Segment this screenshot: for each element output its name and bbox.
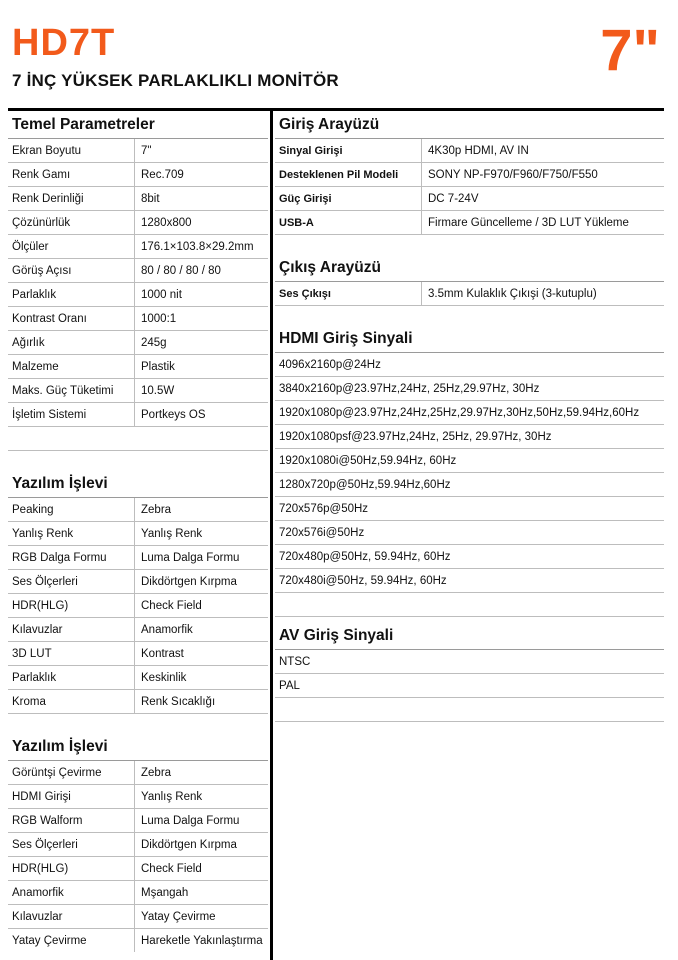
- table-row: [8, 307, 268, 331]
- table-row: [8, 546, 268, 570]
- left-column: [8, 112, 268, 952]
- table-row-empty: [275, 593, 664, 617]
- model-name: HD7T: [12, 22, 116, 64]
- param-value: 1000:1: [134, 307, 268, 330]
- list-item: [275, 569, 664, 593]
- column-divider: [270, 108, 273, 960]
- param-value: Check Field: [134, 594, 268, 617]
- list-item: [275, 449, 664, 473]
- param-key: Parlaklık: [12, 671, 57, 684]
- param-value: 8bit: [134, 187, 268, 210]
- param-key: Malzeme: [12, 360, 59, 373]
- section-gap: [275, 235, 664, 255]
- param-key: Güç Girişi: [279, 192, 332, 205]
- signal-format: 1280x720p@50Hz,59.94Hz,60Hz: [279, 478, 451, 491]
- av-signal-list: [275, 650, 664, 722]
- table-row: [8, 331, 268, 355]
- table-row: [8, 857, 268, 881]
- param-value: Anamorfik: [134, 618, 268, 641]
- param-key: HDR(HLG): [12, 862, 69, 875]
- list-item: [275, 497, 664, 521]
- table-row: [8, 355, 268, 379]
- table-row: [8, 379, 268, 403]
- param-value: Keskinlik: [134, 666, 268, 689]
- input-interface-table: [275, 139, 664, 235]
- param-key: Parlaklık: [12, 288, 57, 301]
- param-key: Maks. Güç Tüketimi: [12, 384, 114, 397]
- param-key: İşletim Sistemi: [12, 408, 87, 421]
- table-row: [8, 235, 268, 259]
- section-title-output-interface: Çıkış Arayüzü: [275, 255, 664, 282]
- signal-format: 1920x1080i@50Hz,59.94Hz, 60Hz: [279, 454, 457, 467]
- param-value: Luma Dalga Formu: [134, 809, 268, 832]
- list-item: [275, 401, 664, 425]
- param-key: Sinyal Girişi: [279, 144, 343, 157]
- param-key: Kılavuzlar: [12, 623, 63, 636]
- param-value: 80 / 80 / 80 / 80: [134, 259, 268, 282]
- table-row: [8, 833, 268, 857]
- section-gap: [275, 306, 664, 326]
- table-row: [8, 881, 268, 905]
- signal-format: 1920x1080p@23.97Hz,24Hz,25Hz,29.97Hz,30Hz,50Hz,59.94Hz,60Hz: [279, 406, 640, 419]
- table-row: [8, 785, 268, 809]
- table-row: [8, 809, 268, 833]
- param-value: 176.1×103.8×29.2mm: [134, 235, 268, 258]
- list-item: [275, 473, 664, 497]
- param-key: Kontrast Oranı: [12, 312, 87, 325]
- param-value: Dikdörtgen Kırpma: [134, 833, 268, 856]
- signal-format: 4096x2160p@24Hz: [279, 358, 381, 371]
- signal-format: 720x576i@50Hz: [279, 526, 365, 539]
- table-row: [8, 761, 268, 785]
- param-key: RGB Dalga Formu: [12, 551, 107, 564]
- section-gap: [8, 451, 268, 471]
- param-value: 245g: [134, 331, 268, 354]
- table-row: [8, 187, 268, 211]
- param-key: Anamorfik: [12, 886, 64, 899]
- param-key: Yanlış Renk: [12, 527, 74, 540]
- param-value: Rec.709: [134, 163, 268, 186]
- param-key: Kılavuzlar: [12, 910, 63, 923]
- param-value: 1000 nit: [134, 283, 268, 306]
- signal-format: 720x480p@50Hz, 59.94Hz, 60Hz: [279, 550, 451, 563]
- table-row: [8, 618, 268, 642]
- param-key: HDR(HLG): [12, 599, 69, 612]
- table-row: [8, 594, 268, 618]
- table-row: [275, 282, 664, 306]
- param-key: Yatay Çevirme: [12, 934, 87, 947]
- section-title-software-2: Yazılım İşlevi: [8, 734, 268, 761]
- section-title-basic-params: Temel Parametreler: [8, 112, 268, 139]
- param-value: SONY NP-F970/F960/F750/F550: [421, 163, 664, 186]
- table-row-empty: [275, 698, 664, 722]
- param-key: Peaking: [12, 503, 54, 516]
- table-row: [8, 522, 268, 546]
- param-value: Dikdörtgen Kırpma: [134, 570, 268, 593]
- list-item: [275, 650, 664, 674]
- param-key: Ses Çıkışı: [279, 287, 331, 300]
- param-key: USB-A: [279, 216, 314, 229]
- param-key: Renk Derinliği: [12, 192, 84, 205]
- software-functions-table-2: [8, 761, 268, 952]
- list-item: [275, 521, 664, 545]
- right-column: [275, 112, 664, 722]
- table-row: [8, 283, 268, 307]
- table-row: [8, 929, 268, 952]
- param-key: Kroma: [12, 695, 46, 708]
- top-divider: [8, 108, 664, 111]
- param-value: Portkeys OS: [134, 403, 268, 426]
- list-item: [275, 545, 664, 569]
- table-row: [8, 498, 268, 522]
- table-row: [275, 187, 664, 211]
- list-item: [275, 377, 664, 401]
- table-row: [275, 163, 664, 187]
- param-value: 4K30p HDMI, AV IN: [421, 139, 664, 162]
- param-value: Yatay Çevirme: [134, 905, 268, 928]
- table-row: [8, 259, 268, 283]
- table-row: [275, 139, 664, 163]
- list-item: [275, 425, 664, 449]
- table-row: [8, 905, 268, 929]
- param-key: Görüntşi Çevirme: [12, 766, 102, 779]
- param-key: Ağırlık: [12, 336, 45, 349]
- param-key: Ölçüler: [12, 240, 49, 253]
- param-value: DC 7-24V: [421, 187, 664, 210]
- param-key: Çözünürlük: [12, 216, 71, 229]
- param-value: 1280x800: [134, 211, 268, 234]
- param-value: 3.5mm Kulaklık Çıkışi (3-kutuplu): [421, 282, 664, 305]
- param-value: 7": [134, 139, 268, 162]
- param-key: Görüş Açısı: [12, 264, 72, 277]
- param-value: Plastik: [134, 355, 268, 378]
- param-value: 10.5W: [134, 379, 268, 402]
- param-value: Renk Sıcaklığı: [134, 690, 268, 713]
- section-gap: [8, 714, 268, 734]
- param-value: Firmare Güncelleme / 3D LUT Yükleme: [421, 211, 664, 234]
- param-key: RGB Walform: [12, 814, 83, 827]
- param-key: Ses Ölçerleri: [12, 838, 78, 851]
- hdmi-signal-list: [275, 353, 664, 617]
- param-value: Zebra: [134, 761, 268, 784]
- table-row: [8, 211, 268, 235]
- param-value: Mşangah: [134, 881, 268, 904]
- signal-format: PAL: [279, 679, 300, 692]
- product-subtitle: 7 İNÇ YÜKSEK PARLAKLIKLI MONİTÖR: [12, 71, 339, 90]
- signal-format: 1920x1080psf@23.97Hz,24Hz, 25Hz, 29.97Hz, 30Hz: [279, 430, 552, 443]
- table-row: [8, 570, 268, 594]
- param-key: 3D LUT: [12, 647, 52, 660]
- section-title-software-1: Yazılım İşlevi: [8, 471, 268, 498]
- table-row: [8, 642, 268, 666]
- table-row: [8, 139, 268, 163]
- table-row: [8, 403, 268, 427]
- signal-format: 720x576p@50Hz: [279, 502, 369, 515]
- list-item: [275, 353, 664, 377]
- basic-params-table: [8, 139, 268, 451]
- section-title-av-signal: AV Giriş Sinyali: [275, 623, 664, 650]
- screen-size-badge: 7": [600, 18, 660, 83]
- param-key: Desteklenen Pil Modeli: [279, 168, 399, 181]
- table-row: [275, 211, 664, 235]
- section-title-input-interface: Giriş Arayüzü: [275, 112, 664, 139]
- list-item: [275, 674, 664, 698]
- table-row: [8, 690, 268, 714]
- signal-format: 720x480i@50Hz, 59.94Hz, 60Hz: [279, 574, 447, 587]
- software-functions-table-1: [8, 498, 268, 714]
- param-key: Renk Gamı: [12, 168, 71, 181]
- param-value: Hareketle Yakınlaştırma: [134, 929, 268, 952]
- param-value: Zebra: [134, 498, 268, 521]
- section-title-hdmi-signal: HDMI Giriş Sinyali: [275, 326, 664, 353]
- param-value: Luma Dalga Formu: [134, 546, 268, 569]
- param-key: HDMI Girişi: [12, 790, 71, 803]
- param-key: Ekran Boyutu: [12, 144, 82, 157]
- signal-format: NTSC: [279, 655, 311, 668]
- output-interface-table: [275, 282, 664, 306]
- table-row: [8, 163, 268, 187]
- table-row: [8, 666, 268, 690]
- param-key: Ses Ölçerleri: [12, 575, 78, 588]
- param-value: Yanlış Renk: [134, 785, 268, 808]
- signal-format: 3840x2160p@23.97Hz,24Hz, 25Hz,29.97Hz, 30Hz: [279, 382, 540, 395]
- param-value: Kontrast: [134, 642, 268, 665]
- param-value: Check Field: [134, 857, 268, 880]
- param-value: Yanlış Renk: [134, 522, 268, 545]
- table-row-empty: [8, 427, 268, 451]
